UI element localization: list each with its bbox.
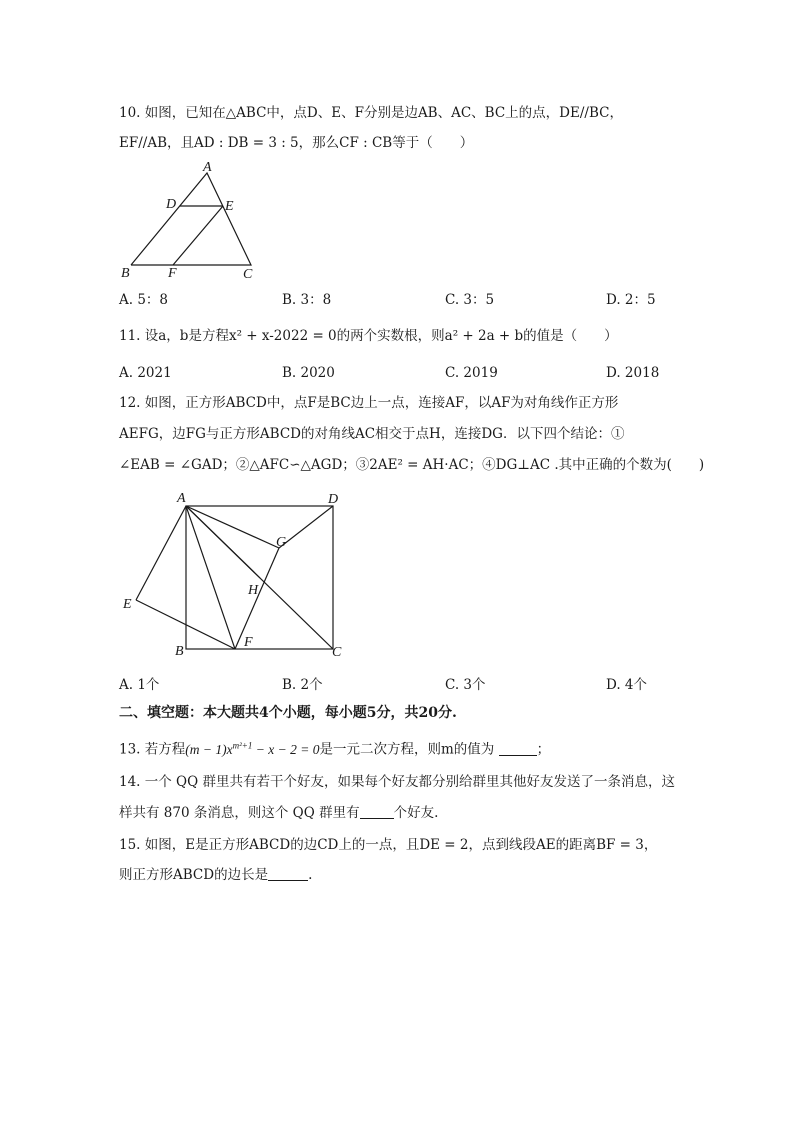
q15-answer-blank (268, 866, 308, 881)
q10-label-C: C (243, 267, 253, 282)
q14-stem-line1: 14. 一个 QQ 群里共有若干个好友，如果每个好友都分别给群里其他好友发送了一条消息，这 (119, 774, 675, 790)
q13-expr-head: (m − 1)x (185, 741, 233, 757)
q12-option-d: D. 4个 (606, 677, 648, 693)
q10-stem-line2: EF//AB，且AD : DB = 3 : 5，那么CF : CB等于（ ） (119, 135, 474, 151)
q10-option-d: D. 2：5 (606, 292, 656, 308)
q12-segment-AF (186, 506, 235, 649)
q12-option-b: B. 2个 (282, 677, 323, 693)
q13-stem (119, 736, 550, 759)
q10-label-A: A (203, 160, 212, 175)
q12-segment-AG (186, 506, 279, 548)
q10-stem-line1: 10. 如图，已知在△ABC中，点D、E、F分别是边AB、AC、BC上的点，DE//BC， (119, 105, 623, 121)
q12-label-E: E (123, 597, 132, 612)
q10-option-a: A. 5：8 (119, 292, 169, 308)
q10-triangle-figure (115, 158, 275, 283)
q12-stem-line2: AEFG，边FG与正方形ABCD的对角线AC相交于点H，连接DG．以下四个结论：① (119, 426, 625, 442)
q12-square-figure (115, 486, 355, 666)
q10-option-b: B. 3：8 (282, 292, 332, 308)
q10-label-F: F (168, 266, 177, 281)
q14-line2-part1: 样共有 870 条消息，则这个 QQ 群里有 (119, 805, 360, 821)
q14-answer-blank (360, 804, 394, 819)
q11-option-d: D. 2018 (606, 365, 660, 381)
q15-stem-line1: 15. 如图，E是正方形ABCD的边CD上的一点，且DE = 2，点到线段AE的距离BF = 3， (119, 837, 658, 853)
q12-segment-DG (279, 506, 333, 548)
q14-line2-part2: 个好友. (393, 805, 439, 821)
q10-label-B: B (121, 266, 130, 281)
q10-label-D: D (166, 197, 177, 212)
q12-segment-AH (186, 506, 260, 578)
section2-title: 二、填空题：本大题共4个小题，每小题5分，共20分. (119, 705, 457, 721)
q10-segment-EF (173, 206, 223, 265)
q12-label-F: F (244, 635, 253, 650)
q11-stem: 11. 设a，b是方程x² + x-2022 = 0的两个实数根，则a² + 2a + b的值是（ ） (119, 328, 618, 344)
q13-prefix: 13. 若方程 (119, 741, 186, 758)
q12-segment-AE (136, 506, 186, 600)
q15-line2-part1: 则正方形ABCD的边长是 (119, 867, 269, 883)
q12-option-a: A. 1个 (119, 677, 160, 693)
q11-option-c: C. 2019 (445, 365, 498, 381)
q13-suffix: 是一元二次方程，则m的值为 (319, 741, 499, 758)
q11-option-b: B. 2020 (282, 365, 335, 381)
q12-label-B: B (175, 644, 184, 659)
q10-option-c: C. 3：5 (445, 292, 495, 308)
q15-stem-line2 (119, 866, 312, 884)
q11-option-a: A. 2021 (119, 365, 172, 381)
q12-label-H: H (248, 583, 259, 598)
q12-segment-GF (235, 548, 279, 649)
q10-triangle-outline (131, 173, 251, 265)
q15-line2-part2: . (308, 867, 313, 883)
q12-stem-line3: ∠EAB = ∠GAD；②△AFC∽△AGD；③2AE² = AH·AC；④DG⊥AC .其中正确的个数为( ) (119, 457, 705, 473)
q12-label-G: G (276, 535, 287, 550)
q12-label-A: A (177, 491, 186, 506)
q12-label-D: D (328, 492, 339, 507)
q13-end: ； (536, 741, 551, 758)
q13-answer-blank (499, 741, 537, 756)
q14-stem-line2 (119, 804, 438, 822)
q13-exponent: m²+1 (232, 740, 253, 750)
q12-stem-line1: 12. 如图，正方形ABCD中，点F是BC边上一点，连接AF，以AF为对角线作正方形 (119, 395, 619, 411)
q12-label-C: C (332, 645, 342, 660)
q13-expr-tail: − x − 2 = 0 (252, 741, 320, 757)
q12-option-c: C. 3个 (445, 677, 486, 693)
q10-label-E: E (225, 199, 234, 214)
q13-expression (185, 742, 319, 757)
